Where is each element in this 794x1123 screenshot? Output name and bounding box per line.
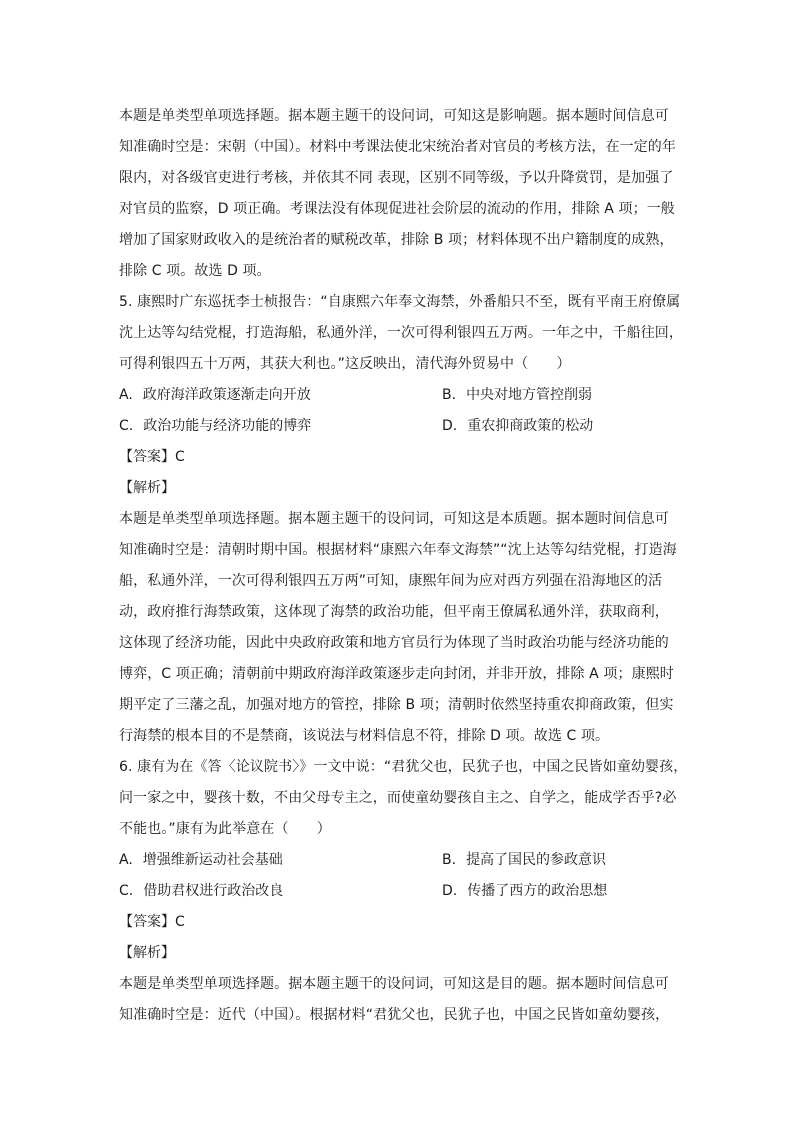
analysis-line: 本题是单类型单项选择题。据本题主题干的设问词，可知这是本质题。据本题时间信息可 — [119, 511, 669, 527]
option-letter: A. — [119, 387, 133, 403]
option-row — [119, 411, 679, 442]
option-letter: A. — [119, 852, 133, 868]
text-line: 知准确时空是：宋朝（中国）。材料中考课法使北宋统治者对官员的考核方法，在一定的年 — [119, 139, 676, 155]
q4-analysis-continued — [119, 101, 679, 287]
option-b — [442, 845, 606, 876]
option-text: 提高了国民的参政意识 — [466, 852, 607, 868]
option-c — [119, 411, 442, 442]
option-letter: B. — [442, 852, 457, 868]
answer-label: 【答案】C — [119, 449, 185, 465]
question-stem-line: 可得利银四五十万两，其获大利也。”这反映出，清代海外贸易中（ ） — [119, 356, 571, 372]
text-line: 本题是单类型单项选择题。据本题主题干的设问词，可知这是影响题。据本题时间信息可 — [119, 108, 669, 124]
analysis-label: 【解析】 — [119, 480, 175, 496]
question-stem-line: 5. 康熙时广东巡抚李士桢报告：“自康熙六年奉文海禁，外番船只不至，既有平南王府僚属 — [119, 294, 681, 310]
option-row — [119, 380, 679, 411]
option-text: 中央对地方管控削弱 — [466, 387, 593, 403]
question-stem-line: 不能也。”康有为此举意在（ ） — [119, 821, 331, 837]
option-letter: D. — [442, 883, 458, 899]
option-letter: B. — [442, 387, 457, 403]
option-row — [119, 876, 679, 907]
text-line: 对官员的监察，D 项正确。考课法没有体现促进社会阶层的流动的作用，排除 A 项；一般 — [119, 201, 675, 217]
option-letter: D. — [442, 418, 458, 434]
question-6 — [119, 752, 688, 1031]
analysis-line: 知准确时空是：清朝时期中国。根据材料“康熙六年奉文海禁”“沈上达等勾结党棍，打造海 — [119, 542, 677, 558]
analysis-line: 知准确时空是：近代（中国）。根据材料“君犹父也，民犹子也，中国之民皆如童幼婴孩， — [119, 1007, 670, 1023]
analysis-line: 本题是单类型单项选择题。据本题主题干的设问词，可知这是目的题。据本题时间信息可 — [119, 976, 669, 992]
question-5 — [119, 287, 683, 752]
option-text: 增强维新运动社会基础 — [142, 852, 283, 868]
option-text: 重农抑商政策的松动 — [467, 418, 594, 434]
option-row — [119, 845, 679, 876]
option-text: 传播了西方的政治思想 — [467, 883, 608, 899]
question-stem-line: 6. 康有为在《答〈论议院书〉》一文中说：“君犹父也，民犹子也，中国之民皆如童幼婴孩， — [119, 759, 688, 775]
option-a — [119, 380, 442, 411]
option-letter: C. — [119, 418, 134, 434]
question-stem-line: 沈上达等勾结党棍，打造海船，私通外洋，一次可得利银四五万两。一年之中，千船往回， — [119, 325, 683, 341]
option-text: 政治功能与经济功能的博弈 — [143, 418, 312, 434]
option-text: 政府海洋政策逐渐走向开放 — [142, 387, 311, 403]
option-text: 借助君权进行政治改良 — [143, 883, 284, 899]
answer-label: 【答案】C — [119, 914, 185, 930]
option-a — [119, 845, 442, 876]
analysis-line: 动，政府推行海禁政策，这体现了海禁的政治功能，但平南王僚属私通外洋，获取商利， — [119, 604, 669, 620]
option-letter: C. — [119, 883, 134, 899]
option-b — [442, 380, 592, 411]
analysis-line: 行海禁的根本目的不是禁商，该说法与材料信息不符，排除 D 项。故选 C 项。 — [119, 728, 610, 744]
analysis-line: 博弈，C 项正确；清朝前中期政府海洋政策逐步走向封闭，并非开放，排除 A 项；康熙时 — [119, 666, 674, 682]
question-stem-line: 问一家之中，婴孩十数，不由父母专主之，而使童幼婴孩自主之、自学之，能成学否乎?必 — [119, 790, 677, 806]
text-line: 排除 C 项。故选 D 项。 — [119, 263, 271, 279]
text-line: 增加了国家财政收入的是统治者的赋税改革，排除 B 项；材料体现不出户籍制度的成熟， — [119, 232, 674, 248]
analysis-label: 【解析】 — [119, 945, 175, 961]
text-line: 限内，对各级官吏进行考核，并依其不同 表现，区别不同等级，予以升降赏罚，是加强了 — [119, 170, 674, 186]
option-d — [442, 411, 593, 442]
analysis-line: 期平定了三藩之乱，加强对地方的管控，排除 B 项；清朝时依然坚持重农抑商政策，但实 — [119, 697, 674, 713]
analysis-line: 船，私通外洋，一次可得利银四五万两”可知，康熙年间为应对西方列强在沿海地区的活 — [119, 573, 663, 589]
option-c — [119, 876, 442, 907]
analysis-line: 这体现了经济功能，因此中央政府政策和地方官员行为体现了当时政治功能与经济功能的 — [119, 635, 669, 651]
document-page — [119, 101, 688, 1031]
option-d — [442, 876, 607, 907]
